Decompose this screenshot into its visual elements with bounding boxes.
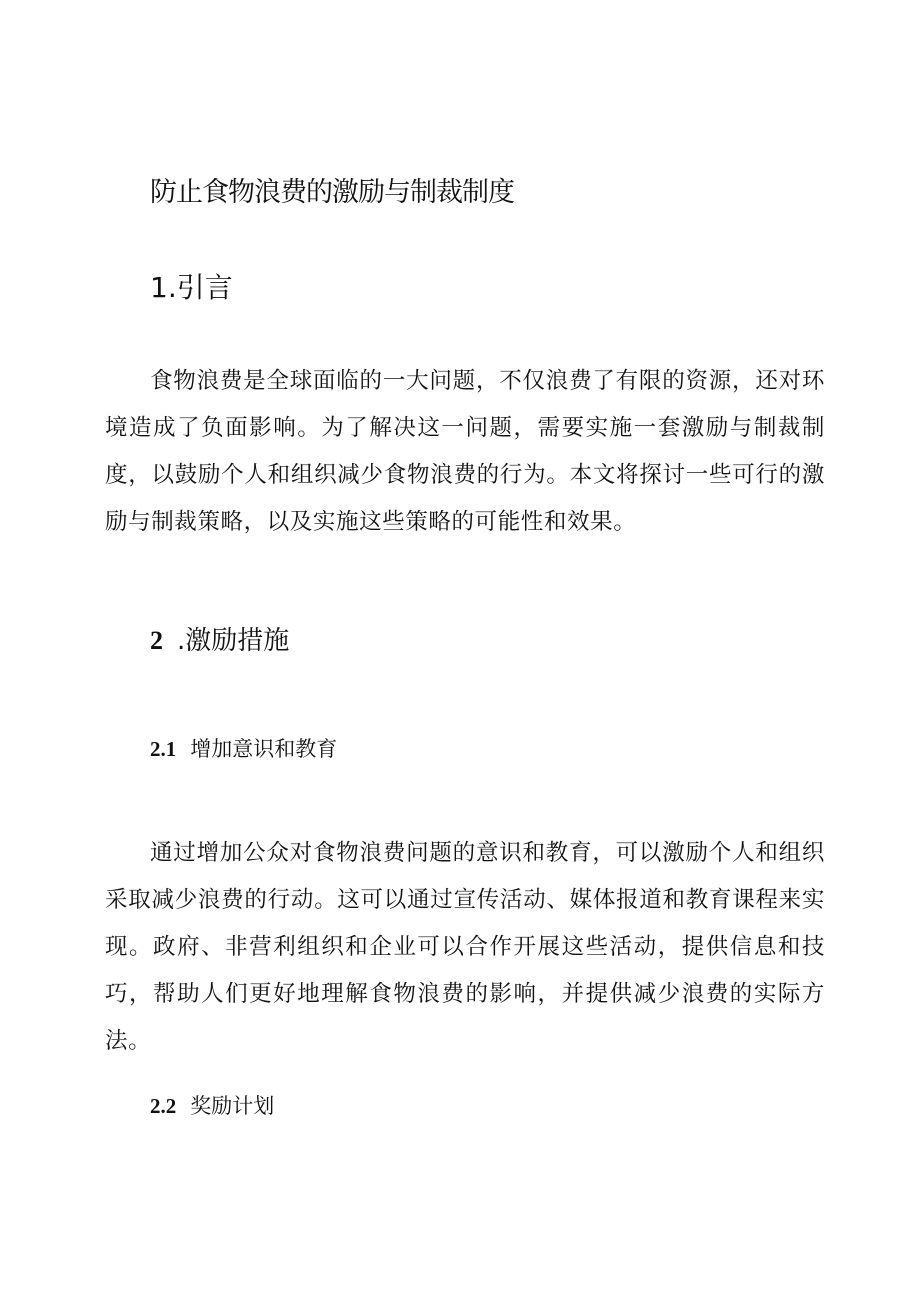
awareness-paragraph: 通过增加公众对食物浪费问题的意识和教育，可以激励个人和组织采取减少浪费的行动。这可以通过宣传活动、媒体报道和教育课程来实现。政府、非营利组织和企业可以合作开展这些活动，提供信息和技巧，帮助人们更好地理解食物浪费的影响，并提供减少浪费的实际方法。 <box>105 840 825 1054</box>
subsection-heading-awareness <box>150 733 337 763</box>
introduction-paragraph: 食物浪费是全球面临的一大问题，不仅浪费了有限的资源，还对环境造成了负面影响。为了解决这一问题，需要实施一套激励与制裁制度，以鼓励个人和组织减少食物浪费的行为。本文将探讨一些可行的激励与制裁策略，以及实施这些策略的可能性和效果。 <box>105 368 825 535</box>
subsection-number: 2.2 <box>150 1094 177 1118</box>
subsection-title: 奖励计划 <box>190 1094 275 1118</box>
document-title: 防止食物浪费的激励与制裁制度 <box>150 177 514 208</box>
section-number: 2 <box>150 626 163 655</box>
subsection-title: 增加意识和教育 <box>190 737 338 761</box>
subsection-number: 2.1 <box>150 737 177 761</box>
section-title: .激励措施 <box>177 626 290 656</box>
section-heading-introduction: 1.引言 <box>150 271 233 304</box>
subsection-heading-rewards <box>150 1090 274 1120</box>
section-heading-incentives <box>150 620 289 657</box>
